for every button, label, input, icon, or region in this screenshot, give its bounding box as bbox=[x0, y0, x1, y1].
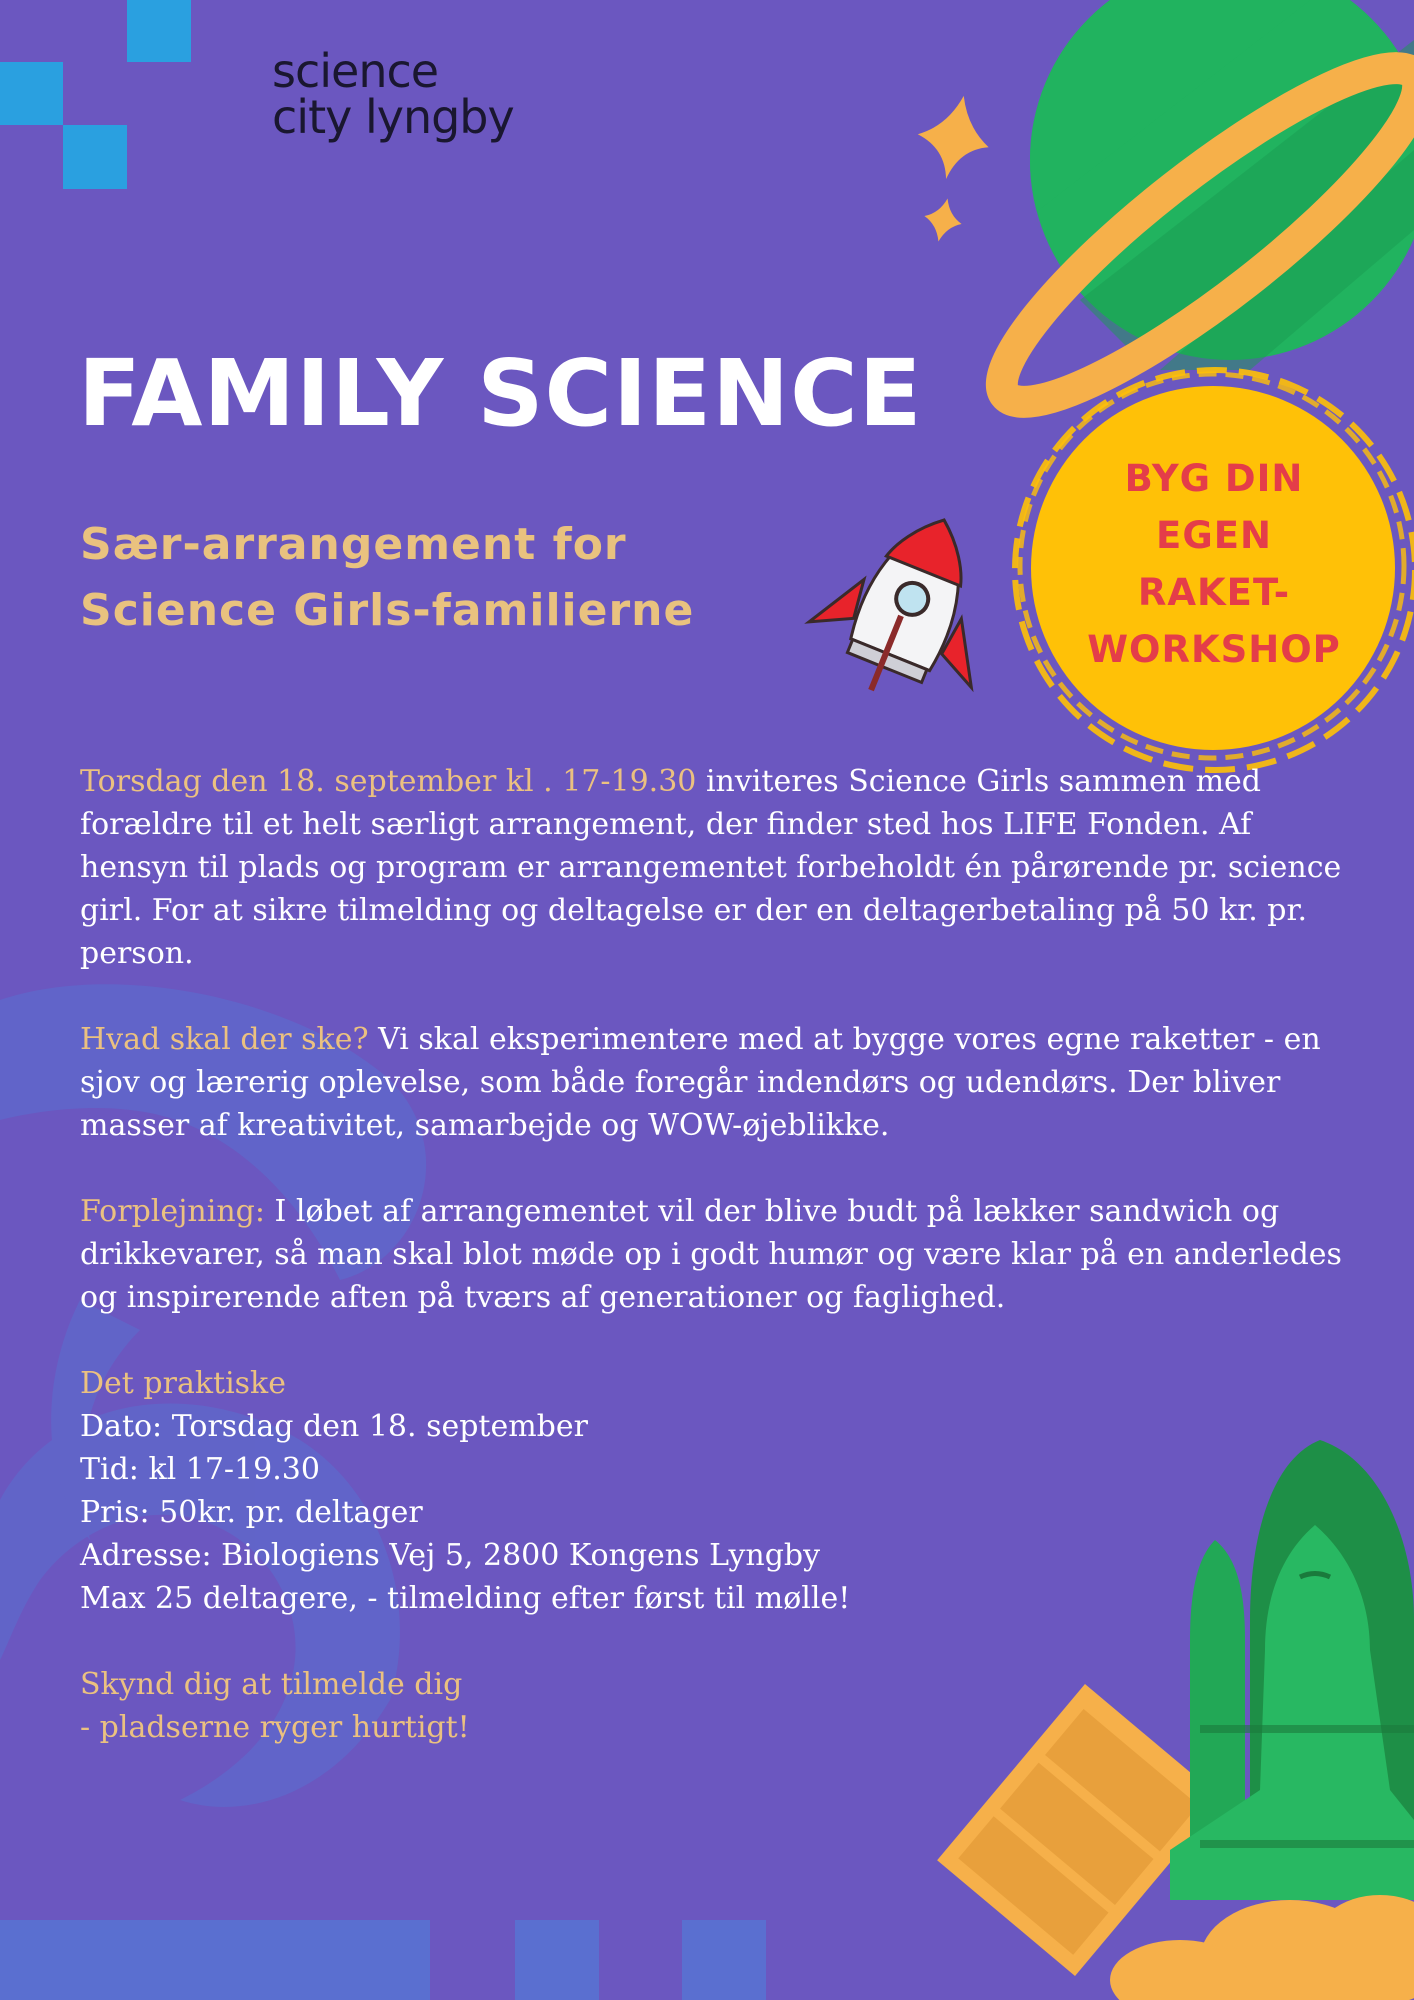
rocket-icon bbox=[794, 487, 1026, 724]
intro-highlight: Torsdag den 18. september kl . 17-19.30 bbox=[80, 764, 697, 799]
intro-paragraph bbox=[80, 760, 1350, 975]
cta-line-1: Skynd dig at tilmelde dig bbox=[80, 1667, 463, 1702]
logo-line-2: city lyngby bbox=[272, 90, 514, 144]
bottom-bars-icon bbox=[0, 1920, 766, 2000]
what-paragraph bbox=[80, 1018, 1350, 1147]
science-city-lyngby-logo bbox=[272, 44, 514, 144]
subtitle-line-2: Science Girls-familierne bbox=[80, 585, 695, 636]
page-title: FAMILY SCIENCE bbox=[78, 340, 923, 447]
workshop-badge bbox=[1035, 450, 1393, 678]
badge-line-4: WORKSHOP bbox=[1087, 628, 1341, 671]
planet-icon bbox=[968, 0, 1414, 442]
food-text: I løbet af arrangementet vil der blive budt på lækker sandwich og drikkevarer, så man skal blot møde op i godt humør og være klar på en anderledes og inspirerende aften på tværs af generationer og faglighed. bbox=[80, 1194, 1342, 1315]
cta-section bbox=[80, 1663, 1350, 1749]
practical-price: Pris: 50kr. pr. deltager bbox=[80, 1495, 423, 1530]
food-paragraph bbox=[80, 1190, 1350, 1319]
subtitle-line-1: Sær-arrangement for bbox=[80, 519, 627, 570]
cta-line-2: - pladserne ryger hurtigt! bbox=[80, 1710, 470, 1745]
badge-line-2: EGEN bbox=[1156, 514, 1272, 557]
logo-line-1: science bbox=[272, 44, 439, 98]
body-text bbox=[80, 760, 1350, 1792]
practical-date: Dato: Torsdag den 18. september bbox=[80, 1409, 588, 1444]
practical-section bbox=[80, 1362, 1350, 1620]
badge-line-1: BYG DIN bbox=[1124, 457, 1304, 500]
badge-line-3: RAKET- bbox=[1137, 571, 1291, 614]
intro-text: inviteres Science Girls sammen med forældre til et helt særligt arrangement, der finder sted hos LIFE Fonden. Af hensyn til plads og program er arrangementet forbeholdt én pårørende pr. science girl. For at sikre tilmelding og deltagelse er der en deltagerbetaling på 50 kr. pr. person. bbox=[80, 764, 1342, 971]
practical-max: Max 25 deltagere, - tilmelding efter først til mølle! bbox=[80, 1581, 851, 1616]
what-highlight: Hvad skal der ske? bbox=[80, 1022, 369, 1057]
practical-heading: Det praktiske bbox=[80, 1366, 286, 1401]
food-highlight: Forplejning: bbox=[80, 1194, 265, 1229]
practical-address: Adresse: Biologiens Vej 5, 2800 Kongens Lyngby bbox=[80, 1538, 821, 1573]
star-icon bbox=[910, 88, 998, 245]
practical-time: Tid: kl 17-19.30 bbox=[80, 1452, 320, 1487]
what-text: Vi skal eksperimentere med at bygge vores egne raketter - en sjov og lærerig oplevelse, som både foregår indendørs og udendørs. Der bliver masser af kreativitet, samarbejde og WOW-øjeblikke. bbox=[80, 1022, 1321, 1143]
subtitle bbox=[80, 512, 694, 644]
pixel-squares-icon bbox=[0, 0, 191, 189]
